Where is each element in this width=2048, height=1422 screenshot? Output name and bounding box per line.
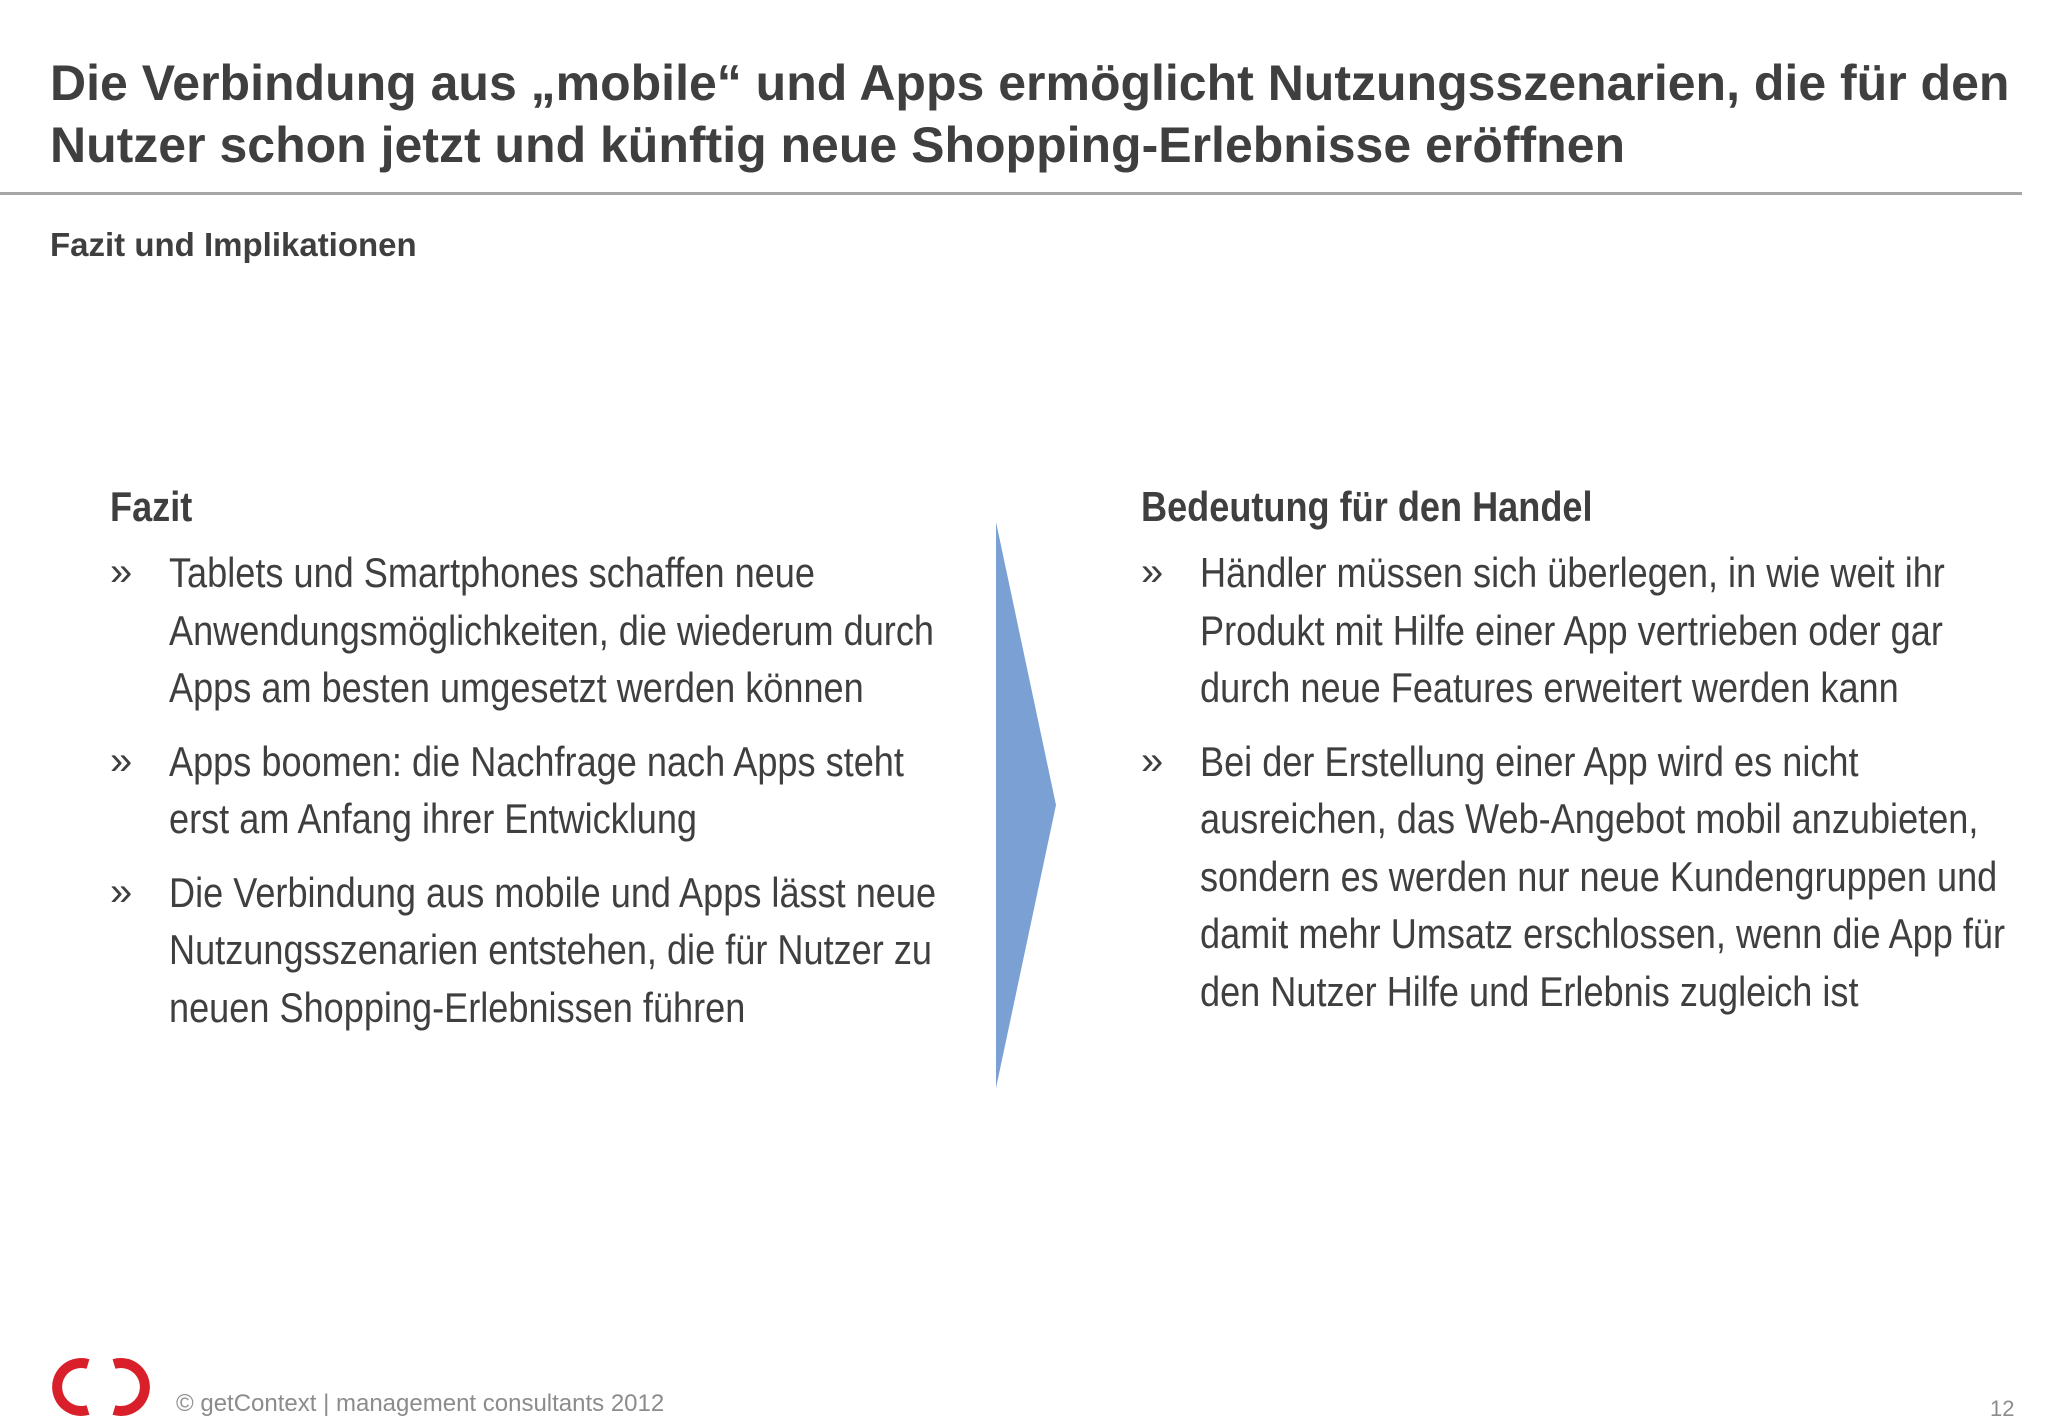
fazit-bullet-1 — [110, 544, 970, 717]
getcontext-logo-icon — [44, 1352, 158, 1422]
footer-copyright: © getContext | management consultants 2012 — [176, 1390, 665, 1417]
bullet-marker-icon: » — [110, 550, 133, 594]
fazit-bullet-3 — [110, 864, 970, 1037]
bedeutung-heading: Bedeutung für den Handel — [1141, 483, 1593, 530]
fazit-bullet-text: Apps boomen: die Nachfrage nach Apps steht erst am Anfang ihrer Entwicklung — [169, 737, 904, 842]
fazit-column — [110, 478, 970, 1052]
page-number: 12 — [1990, 1396, 2015, 1421]
fazit-bullet-text: Tablets und Smartphones schaffen neue Anwendungsmöglichkeiten, die wiederum durch Apps am besten umgesetzt werden können — [169, 549, 934, 711]
bullet-marker-icon: » — [110, 738, 133, 783]
bedeutung-bullet-text: Händler müssen sich überlegen, in wie weit ihr Produkt mit Hilfe einer App vertrieben oder gar durch neue Features erweitert werden kann — [1200, 549, 1945, 711]
arrow-shape — [996, 522, 1056, 1088]
fazit-bullet-list — [110, 544, 970, 1036]
bullet-marker-icon: » — [1141, 550, 1164, 594]
chevron-right-arrow-icon — [996, 522, 1056, 1088]
bullet-marker-icon: » — [110, 869, 133, 914]
bullet-marker-icon: » — [1141, 738, 1164, 783]
fazit-bullet-text: Die Verbindung aus mobile und Apps lässt neue Nutzungsszenarien entstehen, die für Nutzer zu neuen Shopping-Erlebnissen führen — [169, 868, 937, 1031]
fazit-bullet-2 — [110, 733, 970, 848]
slide-subtitle: Fazit und Implikationen — [50, 226, 417, 263]
slide-title: Die Verbindung aus „mobile“ und Apps ermöglicht Nutzungsszenarien, die für den Nutzer schon jetzt und künftig neue Shopping-Erlebnisse eröffnen — [50, 55, 2010, 173]
logo-left-bracket — [57, 1363, 88, 1411]
fazit-heading: Fazit — [110, 483, 193, 530]
bedeutung-bullet-2 — [1141, 733, 2021, 1021]
bedeutung-column — [1141, 478, 2021, 1036]
bedeutung-bullet-1 — [1141, 544, 2021, 717]
bedeutung-bullet-list — [1141, 544, 2021, 1020]
logo-right-bracket — [114, 1363, 145, 1411]
title-divider — [0, 192, 2022, 195]
bedeutung-bullet-text: Bei der Erstellung einer App wird es nicht ausreichen, das Web-Angebot mobil anzubieten, sondern es werden nur neue Kundengruppen und damit mehr Umsatz erschlossen, wenn die App für den Nutzer Hilfe und Erlebnis zugleich ist — [1200, 737, 2006, 1015]
